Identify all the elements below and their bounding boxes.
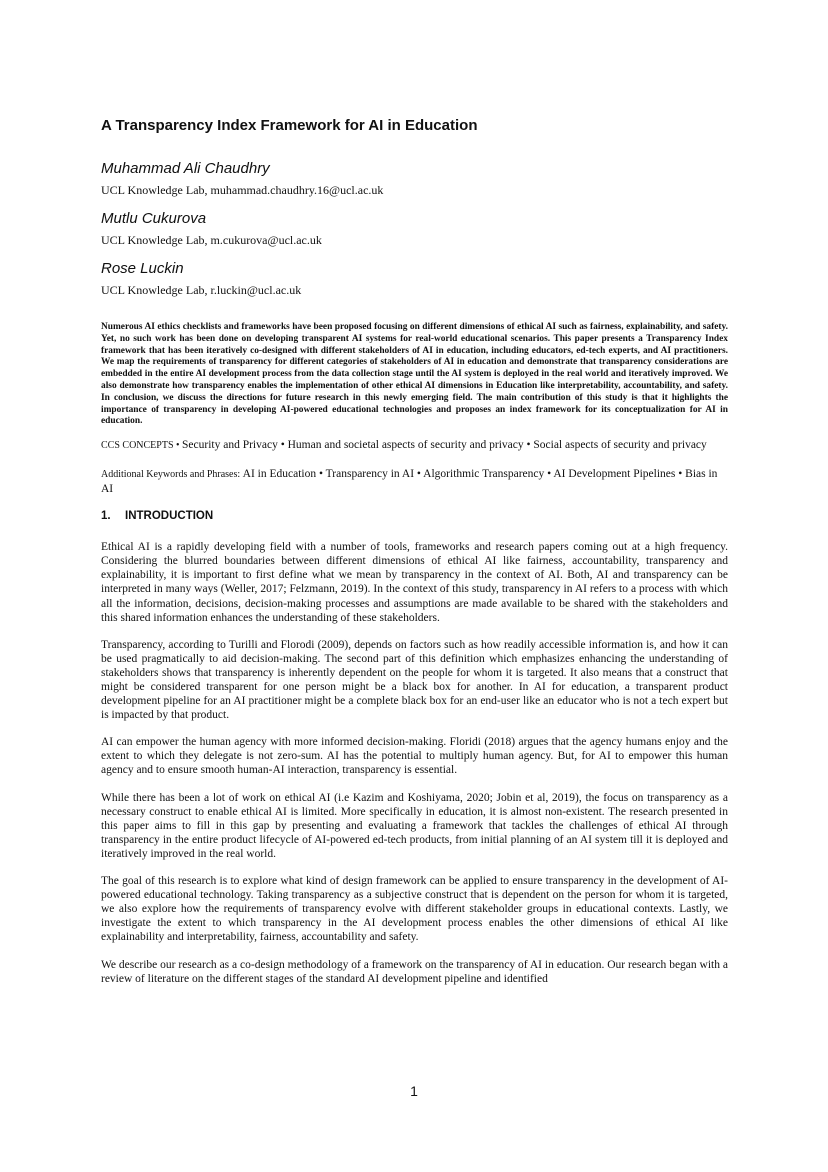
keywords — [101, 467, 728, 496]
author-block — [101, 160, 728, 198]
page-number: 1 — [410, 1083, 418, 1099]
author-affiliation: UCL Knowledge Lab, r.luckin@ucl.ac.uk — [101, 283, 302, 297]
section-title: INTRODUCTION — [125, 510, 214, 523]
author-name: Muhammad Ali Chaudhry — [101, 160, 270, 177]
author-block — [101, 260, 728, 298]
body-paragraph: Ethical AI is a rapidly developing field with a number of tools, frameworks and research papers coming out at a high frequency. Considering the blurred boundaries between different dimensions of ethical AI like fairness, accountability, transparency and explainability, it is important to first define what we mean by transparency in the context of AI. Both, AI and transparency can be interpreted in many ways (Weller, 2017; Felzmann, 2019). In the context of this study, transparency in AI refers to a process with which all the information, decisions, decision-making processes and assumptions are made available to be shared with the stakeholders and this shared information enhances the understanding of these stakeholders. — [101, 541, 728, 624]
author-name: Rose Luckin — [101, 260, 184, 277]
body-paragraph: Transparency, according to Turilli and Florodi (2009), depends on factors such as how readily accessible information is, and how it can be used pragmatically to aid decision-making. The second part of this definition which emphasizes enhancing the understanding of stakeholders shows that transparency is inherently dependent on the people for whom it is targeted. It also means that a construct that might be considered transparent for one person might be a black box for another. In AI for education, a transparent product development pipeline for an AI practitioner might be a complete black box for an end-user like an educator who is not a tech expert but is impacted by that product. — [101, 638, 728, 722]
author-affiliation: UCL Knowledge Lab, m.cukurova@ucl.ac.uk — [101, 233, 322, 247]
page-content — [101, 117, 728, 999]
section-number: 1. — [101, 510, 111, 523]
paper-title: A Transparency Index Framework for AI in Education — [101, 117, 478, 134]
ccs-concepts — [101, 438, 728, 453]
ccs-label: CCS CONCEPTS • — [101, 440, 183, 452]
keywords-text: AI in Education • Transparency in AI • Algorithmic Transparency • AI Development Pipelines • Bias in AI — [101, 468, 718, 496]
author-block — [101, 210, 728, 248]
section-heading — [101, 510, 728, 522]
author-name: Mutlu Cukurova — [101, 210, 207, 227]
body-paragraph: AI can empower the human agency with more informed decision-making. Floridi (2018) argues that the agency humans enjoy and the extent to which they delegate is not zero-sum. AI has the potential to multiply human agency. But, for AI to empower this human agency and to ensure smooth human-AI interaction, transparency is essential. — [101, 736, 728, 777]
body-paragraph: While there has been a lot of work on ethical AI (i.e Kazim and Koshiyama, 2020; Jobin et al, 2019), the focus on transparency as a necessary construct to enable ethical AI is limited. More specifically in education, it is almost non-existent. The research presented in this paper aims to fill in this gap by presenting and evaluating a framework that tackles the challenges of ethical AI through transparency in the entire product lifecycle of AI-powered ed-tech products, from initial planning of an AI system till it is deployed and iteratively improved in the real world. — [101, 791, 728, 860]
body-paragraph: The goal of this research is to explore what kind of design framework can be applied to ensure transparency in the development of AI-powered educational technology. Taking transparency as a subjective construct that is dependent on the person for whom it is targeted, we also explore how the requirements of transparency evolve with different stakeholder groups in educational contexts. Lastly, we investigate the extent to which transparency in the AI development process enables the other dimensions of ethical AI like explainability and interpretability, fairness, accountability and safety. — [101, 875, 728, 944]
ccs-text: Security and Privacy • Human and societal aspects of security and privacy • Social aspects of security and privacy — [182, 439, 707, 452]
keywords-label: Additional Keywords and Phrases: — [101, 469, 243, 481]
abstract: Numerous AI ethics checklists and frameworks have been proposed focusing on different dimensions of ethical AI such as fairness, explainability, and safety. Yet, no such work has been done on developing transparent AI systems for real-world educational scenarios. This paper presents a Transparency Index framework that has been iteratively co-designed with different stakeholders of AI in education, including educators, ed-tech experts, and AI practitioners. We map the requirements of transparency for different categories of stakeholders of AI in education and demonstrate that transparency considerations are embedded in the entire AI development process from the data collection stage until the AI system is deployed in the real world and iteratively improved. We also demonstrate how transparency enables the implementation of other ethical AI dimensions in Education like interpretability, accountability, and safety. In conclusion, we discuss the directions for future research in this newly emerging field. The main contribution of this study is that it highlights the importance of transparency in developing AI-powered educational technologies and proposes an index framework for its conceptualization for AI in education. — [101, 322, 728, 427]
author-affiliation: UCL Knowledge Lab, muhammad.chaudhry.16@ucl.ac.uk — [101, 183, 384, 197]
body-paragraph: We describe our research as a co-design methodology of a framework on the transparency of AI in education. Our research began with a review of literature on the different stages of the standard AI development pipeline and identified — [101, 958, 728, 985]
